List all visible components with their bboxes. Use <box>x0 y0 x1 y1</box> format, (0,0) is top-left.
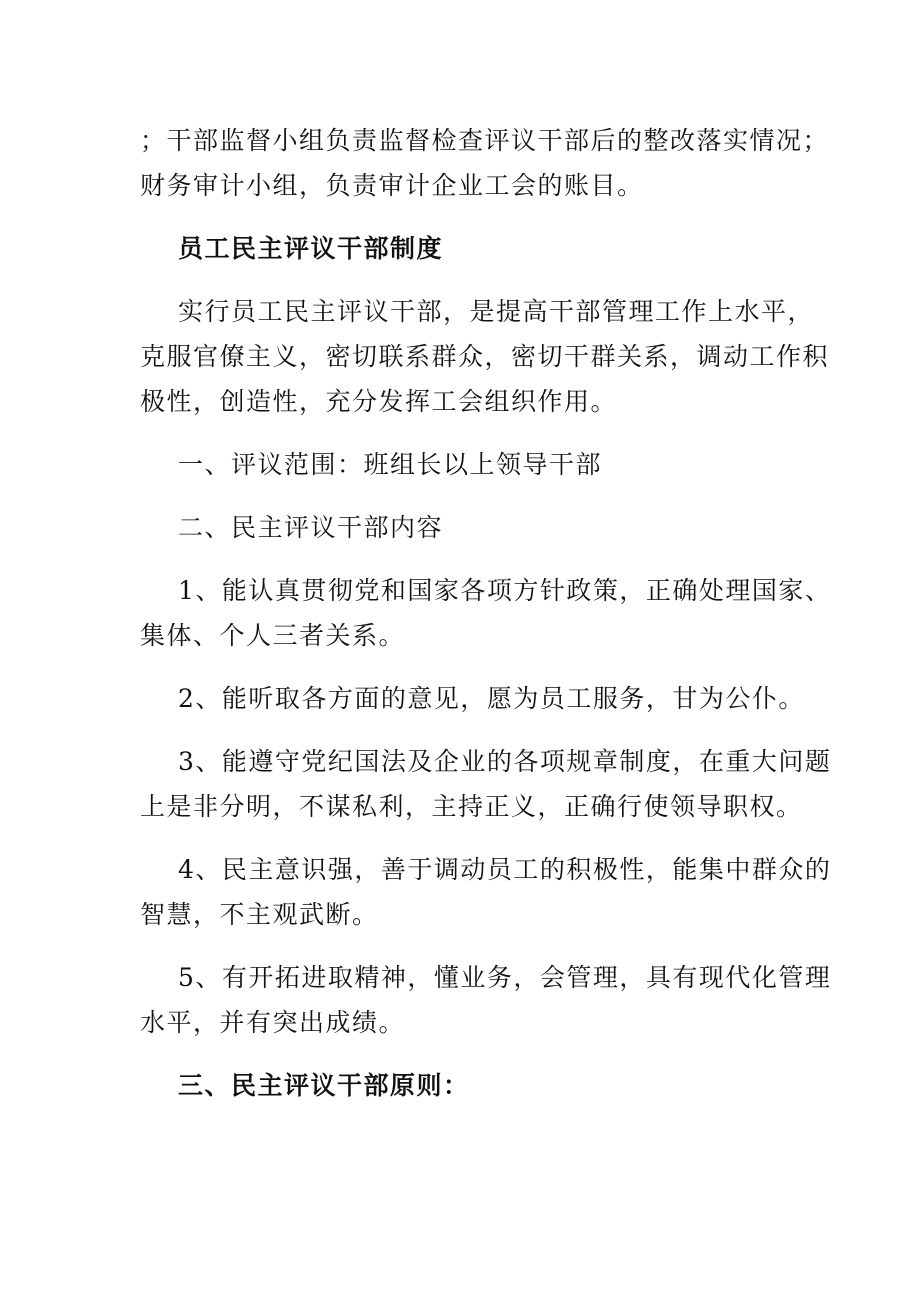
list-item-continuation: 智慧，不主观武断。 <box>140 900 379 929</box>
paragraph-line: 实行员工民主评议干部，是提高干部管理工作上水平， <box>178 297 815 326</box>
paragraph-line: 二、民主评议干部内容 <box>178 513 444 542</box>
paragraph-line: ；干部监督小组负责监督检查评议干部后的整改落实情况； <box>140 126 830 155</box>
list-item-continuation: 上是非分明，不谋私利，主持正义，正确行使领导职权。 <box>140 792 803 821</box>
paragraph-line: 极性，创造性，充分发挥工会组织作用。 <box>140 387 618 416</box>
list-item-continuation: 集体、个人三者关系。 <box>140 621 406 650</box>
list-item: 5、有开拓进取精神，懂业务，会管理，具有现代化管理 <box>178 963 832 992</box>
list-item: 3、能遵守党纪国法及企业的各项规章制度，在重大问题 <box>178 747 832 776</box>
list-item-continuation: 水平，并有突出成绩。 <box>140 1008 406 1037</box>
list-item: 1、能认真贯彻党和国家各项方针政策，正确处理国家、 <box>178 576 832 605</box>
list-item: 2、能听取各方面的意见，愿为员工服务，甘为公仆。 <box>178 684 805 713</box>
section-heading: 三、民主评议干部原则： <box>178 1071 470 1100</box>
paragraph-line: 一、评议范围：班组长以上领导干部 <box>178 450 603 479</box>
section-title: 员工民主评议干部制度 <box>178 234 444 263</box>
list-item: 4、民主意识强，善于调动员工的积极性，能集中群众的 <box>178 855 832 884</box>
paragraph-line: 克服官僚主义，密切联系群众，密切干群关系，调动工作积 <box>140 342 830 371</box>
paragraph-line: 财务审计小组，负责审计企业工会的账目。 <box>140 171 644 200</box>
document-body <box>140 118 832 1108</box>
